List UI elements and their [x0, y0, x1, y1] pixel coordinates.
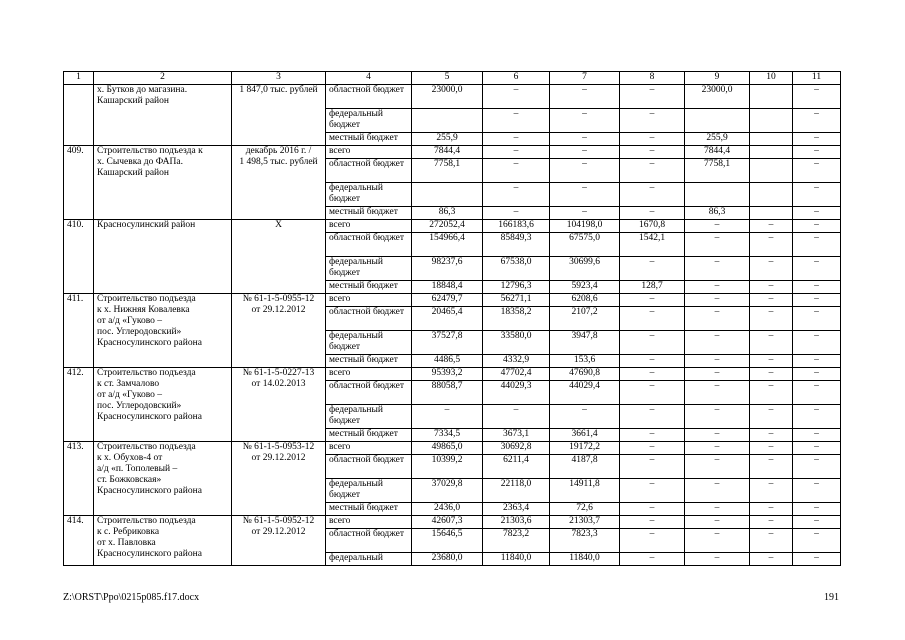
value-cell: 7823,2 [483, 529, 550, 553]
object-name-line: Кашарский район [97, 168, 169, 178]
row-number: 410. [64, 220, 94, 294]
value-cell [412, 183, 483, 207]
value-cell: 86,3 [412, 207, 483, 220]
value-cell: – [685, 233, 750, 257]
value-cell [685, 109, 750, 133]
value-cell: 128,7 [620, 281, 685, 294]
value-cell: – [685, 220, 750, 233]
value-cell: – [750, 294, 793, 307]
value-cell: 1670,8 [620, 220, 685, 233]
value-cell: – [793, 553, 841, 566]
value-cell: 7758,1 [412, 159, 483, 183]
object-name [94, 294, 232, 368]
value-cell: 3661,4 [550, 429, 620, 442]
value-cell: – [750, 442, 793, 455]
value-cell [750, 159, 793, 183]
value-cell: 6208,6 [550, 294, 620, 307]
object-name-line: Строительство подъезда [97, 368, 196, 378]
value-cell: 2363,4 [483, 503, 550, 516]
value-cell: 5923,4 [550, 281, 620, 294]
value-cell: 11840,0 [483, 553, 550, 566]
value-cell: 4187,8 [550, 455, 620, 479]
value-cell: 104198,0 [550, 220, 620, 233]
value-cell: 153,6 [550, 355, 620, 368]
value-cell: – [793, 455, 841, 479]
value-cell: – [793, 281, 841, 294]
funding-source: федеральный [326, 553, 412, 566]
value-cell: – [685, 479, 750, 503]
table-row [64, 220, 841, 233]
row-number: 409. [64, 146, 94, 220]
value-cell: 95393,2 [412, 368, 483, 381]
value-cell: – [793, 294, 841, 307]
value-cell: – [620, 429, 685, 442]
value-cell: 19172,2 [550, 442, 620, 455]
value-cell: 154966,4 [412, 233, 483, 257]
object-name-line: а/д «п. Тополевый – [97, 464, 178, 474]
value-cell: 18358,2 [483, 307, 550, 331]
value-cell: – [483, 207, 550, 220]
header-cell: 11 [793, 72, 841, 85]
value-cell [750, 133, 793, 146]
value-cell: 33580,0 [483, 331, 550, 355]
value-cell: 4332,9 [483, 355, 550, 368]
value-cell: 67538,0 [483, 257, 550, 281]
value-cell: – [750, 553, 793, 566]
value-cell: 11840,0 [550, 553, 620, 566]
funding-source: федеральный бюджет [326, 109, 412, 133]
header-cell: 3 [232, 72, 326, 85]
row-number: 412. [64, 368, 94, 442]
value-cell: 272052,4 [412, 220, 483, 233]
document-info [232, 368, 326, 442]
value-cell: – [793, 479, 841, 503]
value-cell: 7758,1 [685, 159, 750, 183]
object-name-line: Кашарский район [97, 96, 169, 106]
value-cell: 37029,8 [412, 479, 483, 503]
document-info [232, 85, 326, 146]
value-cell: – [483, 405, 550, 429]
value-cell: – [793, 503, 841, 516]
value-cell: 30699,6 [550, 257, 620, 281]
header-cell: 4 [326, 72, 412, 85]
value-cell: 56271,1 [483, 294, 550, 307]
value-cell: 67575,0 [550, 233, 620, 257]
header-cell: 1 [64, 72, 94, 85]
value-cell: – [750, 479, 793, 503]
value-cell: 14911,8 [550, 479, 620, 503]
header-cell: 10 [750, 72, 793, 85]
value-cell: 4486,5 [412, 355, 483, 368]
value-cell: – [793, 516, 841, 529]
value-cell: – [793, 85, 841, 109]
value-cell: – [620, 355, 685, 368]
funding-source: федеральный бюджет [326, 331, 412, 355]
document-info [232, 442, 326, 516]
object-name-line: от а/д «Гуково – [97, 390, 163, 400]
funding-source: местный бюджет [326, 429, 412, 442]
value-cell: – [750, 503, 793, 516]
value-cell: – [685, 405, 750, 429]
funding-source: всего [326, 220, 412, 233]
value-cell: – [685, 331, 750, 355]
document-info-line: 1 498,5 тыс. рублей [239, 157, 318, 167]
funding-source: федеральный бюджет [326, 257, 412, 281]
value-cell: – [483, 159, 550, 183]
object-name-line: Красносулинского района [97, 338, 202, 348]
value-cell: – [685, 281, 750, 294]
value-cell: – [793, 381, 841, 405]
value-cell: – [685, 307, 750, 331]
value-cell: 7844,4 [685, 146, 750, 159]
value-cell [750, 146, 793, 159]
value-cell: – [620, 183, 685, 207]
value-cell: – [685, 442, 750, 455]
value-cell: – [483, 85, 550, 109]
header-cell: 6 [483, 72, 550, 85]
value-cell: – [550, 159, 620, 183]
value-cell: 7844,4 [412, 146, 483, 159]
value-cell [750, 85, 793, 109]
value-cell: – [685, 294, 750, 307]
value-cell: 2436,0 [412, 503, 483, 516]
value-cell: 98237,6 [412, 257, 483, 281]
funding-source: всего [326, 442, 412, 455]
table-row [64, 442, 841, 455]
value-cell: – [685, 516, 750, 529]
value-cell: 23000,0 [412, 85, 483, 109]
value-cell: – [793, 146, 841, 159]
value-cell: – [750, 405, 793, 429]
value-cell: – [793, 220, 841, 233]
row-number: 414. [64, 516, 94, 566]
value-cell: – [620, 479, 685, 503]
value-cell: – [750, 233, 793, 257]
value-cell: – [793, 442, 841, 455]
document-info-line: № 61-1-5-0955-12 [242, 294, 315, 304]
funding-source: всего [326, 146, 412, 159]
value-cell: – [793, 159, 841, 183]
value-cell: 47690,8 [550, 368, 620, 381]
value-cell: 15646,5 [412, 529, 483, 553]
table-body [64, 72, 841, 566]
value-cell: 166183,6 [483, 220, 550, 233]
object-name-line: х. Сычевка до ФАПа. [97, 157, 183, 167]
header-cell: 9 [685, 72, 750, 85]
document-info-line: 1 847,0 тыс. рублей [239, 85, 318, 95]
value-cell: – [750, 220, 793, 233]
value-cell: – [750, 355, 793, 368]
funding-source: областной бюджет [326, 85, 412, 109]
value-cell: 72,6 [550, 503, 620, 516]
document-info-line: Х [275, 220, 282, 230]
value-cell: – [483, 133, 550, 146]
value-cell: 44029,4 [550, 381, 620, 405]
document-info [232, 220, 326, 294]
value-cell: – [550, 133, 620, 146]
value-cell [685, 183, 750, 207]
value-cell: – [620, 146, 685, 159]
table-row [64, 368, 841, 381]
value-cell: 42607,3 [412, 516, 483, 529]
budget-table [63, 71, 841, 566]
value-cell: – [620, 257, 685, 281]
object-name-line: х. Бутков до магазина. [97, 85, 188, 95]
object-name-line: пос. Углеродовский» [97, 401, 182, 411]
funding-source: областной бюджет [326, 381, 412, 405]
object-name-line: от а/д «Гуково – [97, 316, 163, 326]
value-cell: 20465,4 [412, 307, 483, 331]
funding-source: всего [326, 516, 412, 529]
value-cell: – [620, 307, 685, 331]
value-cell: – [550, 405, 620, 429]
value-cell: – [750, 516, 793, 529]
value-cell: – [750, 381, 793, 405]
value-cell: 18848,4 [412, 281, 483, 294]
value-cell: 30692,8 [483, 442, 550, 455]
value-cell: 1542,1 [620, 233, 685, 257]
value-cell: – [685, 455, 750, 479]
value-cell: – [620, 85, 685, 109]
value-cell: – [550, 146, 620, 159]
object-name [94, 442, 232, 516]
object-name [94, 368, 232, 442]
value-cell: – [483, 109, 550, 133]
value-cell: – [620, 109, 685, 133]
value-cell: 85849,3 [483, 233, 550, 257]
header-cell: 2 [94, 72, 232, 85]
table-row [64, 294, 841, 307]
value-cell: – [483, 146, 550, 159]
value-cell: – [750, 368, 793, 381]
value-cell: – [750, 331, 793, 355]
value-cell: – [685, 429, 750, 442]
header-cell: 5 [412, 72, 483, 85]
value-cell: – [550, 183, 620, 207]
page-number: 191 [824, 592, 839, 603]
document-info-line: № 61-1-5-0952-12 [242, 516, 315, 526]
object-name-line: Строительство подъезда к [97, 146, 203, 156]
value-cell: – [620, 516, 685, 529]
object-name-line: к х. Обухов-4 от [97, 453, 163, 463]
funding-source: областной бюджет [326, 159, 412, 183]
value-cell: – [685, 368, 750, 381]
object-name-line: Красносулинского района [97, 549, 202, 559]
document-info-line: № 61-1-5-0227-13 [242, 368, 315, 378]
object-name-line: от х. Павловка [97, 538, 156, 548]
object-name-line: Красносулинский район [97, 220, 196, 230]
value-cell: – [793, 331, 841, 355]
value-cell: 6211,4 [483, 455, 550, 479]
funding-source: местный бюджет [326, 207, 412, 220]
document-info-line: декабрь 2016 г. / [245, 146, 312, 156]
value-cell: – [550, 109, 620, 133]
value-cell: – [620, 455, 685, 479]
value-cell: – [685, 381, 750, 405]
funding-source: всего [326, 368, 412, 381]
object-name-line: Красносулинского района [97, 412, 202, 422]
funding-source: местный бюджет [326, 355, 412, 368]
value-cell: – [620, 381, 685, 405]
funding-source: федеральный бюджет [326, 479, 412, 503]
value-cell: 49865,0 [412, 442, 483, 455]
value-cell: 44029,3 [483, 381, 550, 405]
object-name-line: к с. Ребриковка [97, 527, 160, 537]
value-cell: 3673,1 [483, 429, 550, 442]
funding-source: областной бюджет [326, 455, 412, 479]
value-cell [412, 109, 483, 133]
value-cell: – [793, 257, 841, 281]
value-cell: – [550, 207, 620, 220]
value-cell: – [412, 405, 483, 429]
value-cell: – [750, 307, 793, 331]
document-info [232, 516, 326, 566]
object-name [94, 146, 232, 220]
value-cell: 10399,2 [412, 455, 483, 479]
value-cell: 2107,2 [550, 307, 620, 331]
document-info-line: от 29.12.2012 [251, 453, 306, 463]
object-name [94, 85, 232, 146]
value-cell: – [793, 368, 841, 381]
object-name-line: Красносулинского района [97, 486, 202, 496]
object-name-line: Строительство подъезда [97, 516, 196, 526]
funding-source: местный бюджет [326, 133, 412, 146]
value-cell: 47702,4 [483, 368, 550, 381]
value-cell: – [750, 429, 793, 442]
table-row [64, 146, 841, 159]
row-number: 413. [64, 442, 94, 516]
value-cell: – [793, 109, 841, 133]
object-name-line: Строительство подъезда [97, 442, 196, 452]
funding-source: всего [326, 294, 412, 307]
document-path: Z:\ORST\Ppo\0215p085.f17.docx [63, 592, 200, 603]
value-cell: – [685, 257, 750, 281]
value-cell [750, 109, 793, 133]
value-cell: – [685, 355, 750, 368]
value-cell: 255,9 [412, 133, 483, 146]
value-cell: – [620, 159, 685, 183]
funding-source: местный бюджет [326, 503, 412, 516]
value-cell: – [620, 442, 685, 455]
object-name-line: к ст. Замчалово [97, 379, 160, 389]
header-row [64, 72, 841, 85]
object-name [94, 516, 232, 566]
value-cell: – [620, 529, 685, 553]
object-name-line: ст. Божковская» [97, 475, 162, 485]
value-cell: – [620, 207, 685, 220]
value-cell: 7334,5 [412, 429, 483, 442]
value-cell: – [793, 307, 841, 331]
row-number: 411. [64, 294, 94, 368]
value-cell: – [685, 503, 750, 516]
value-cell: 37527,8 [412, 331, 483, 355]
value-cell: – [793, 207, 841, 220]
value-cell [750, 207, 793, 220]
value-cell [750, 183, 793, 207]
value-cell: 21303,7 [550, 516, 620, 529]
object-name-line: Строительство подъезда [97, 294, 196, 304]
value-cell: – [793, 429, 841, 442]
object-name-line: пос. Углеродовский» [97, 327, 182, 337]
value-cell: – [793, 355, 841, 368]
value-cell: – [550, 85, 620, 109]
document-info [232, 146, 326, 220]
value-cell: – [750, 281, 793, 294]
value-cell: 23680,0 [412, 553, 483, 566]
value-cell: – [620, 503, 685, 516]
document-info-line: № 61-1-5-0953-12 [242, 442, 315, 452]
document-info-line: от 14.02.2013 [251, 379, 306, 389]
object-name [94, 220, 232, 294]
value-cell: 7823,3 [550, 529, 620, 553]
value-cell: – [793, 405, 841, 429]
value-cell: – [483, 183, 550, 207]
row-number [64, 85, 94, 146]
value-cell: – [620, 553, 685, 566]
value-cell: – [685, 529, 750, 553]
value-cell: – [750, 529, 793, 553]
value-cell: – [793, 133, 841, 146]
header-cell: 8 [620, 72, 685, 85]
value-cell: – [750, 455, 793, 479]
document-info [232, 294, 326, 368]
value-cell: 88058,7 [412, 381, 483, 405]
object-name-line: к х. Нижняя Ковалевка [97, 305, 190, 315]
value-cell: 62479,7 [412, 294, 483, 307]
value-cell: 21303,6 [483, 516, 550, 529]
value-cell: – [620, 368, 685, 381]
value-cell: – [793, 529, 841, 553]
value-cell: 255,9 [685, 133, 750, 146]
document-info-line: от 29.12.2012 [251, 305, 306, 315]
value-cell: 12796,3 [483, 281, 550, 294]
table-row [64, 516, 841, 529]
value-cell: 3947,8 [550, 331, 620, 355]
value-cell: – [620, 133, 685, 146]
value-cell: 22118,0 [483, 479, 550, 503]
value-cell: – [685, 553, 750, 566]
document-info-line: от 29.12.2012 [251, 527, 306, 537]
funding-source: федеральный бюджет [326, 183, 412, 207]
value-cell: – [793, 233, 841, 257]
table-row [64, 85, 841, 109]
value-cell: 86,3 [685, 207, 750, 220]
value-cell: 23000,0 [685, 85, 750, 109]
value-cell: – [620, 294, 685, 307]
funding-source: областной бюджет [326, 307, 412, 331]
value-cell: – [793, 183, 841, 207]
value-cell: – [620, 331, 685, 355]
funding-source: местный бюджет [326, 281, 412, 294]
funding-source: федеральный бюджет [326, 405, 412, 429]
value-cell: – [750, 257, 793, 281]
value-cell: – [620, 405, 685, 429]
funding-source: областной бюджет [326, 233, 412, 257]
header-cell: 7 [550, 72, 620, 85]
funding-source: областной бюджет [326, 529, 412, 553]
